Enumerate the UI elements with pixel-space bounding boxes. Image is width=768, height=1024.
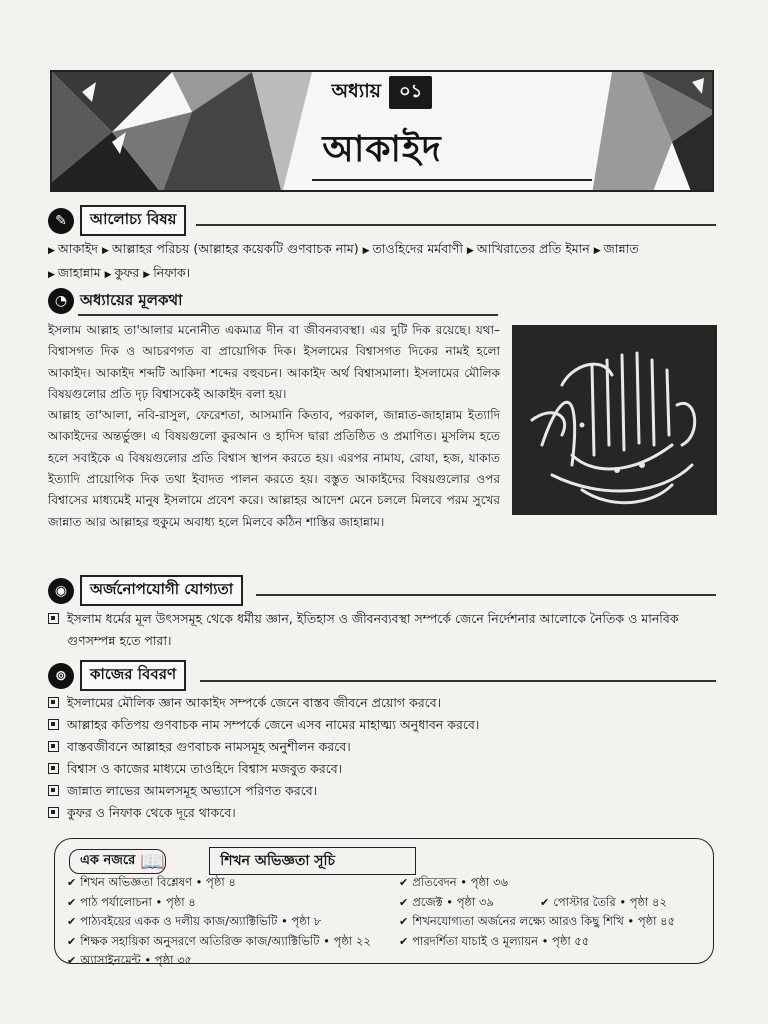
summary-paragraph: আল্লাহ তা'আলা, নবি-রাসুল, ফেরেশতা, আসমানি কিতাব, পরকাল, জান্নাত-জাহান্নাম ইত্যাদি আকাইদের অন্তর্ভুক্ত। এ বিষয়গুলো কুরআন ও হাদিস দ্বারা প্রতিষ্ঠিত ও প্রমাণিত। মুসলিম হতে হলে সবাইকে এ বিষয়গুলোর প্রতি বিশ্বাস স্থাপন করতে হয়। এরপর নামায, রোযা, হজ, যাকাত ইত্যাদি প্রায়োগিক দিক তথা ইবাদত পালন করতে হয়। বস্তুত আকাইদের বিষয়গুলোর ওপর বিশ্বাসের মাধ্যমেই মানুষ ইসলামে প্রবেশ করে। আল্লাহর আদেশ মেনে চললে মিলবে পরম সুখের জান্নাত আর আল্লাহর হুকুমে অবাধ্য হলে মিলবে কঠিন শাস্তির জাহান্নাম। [48,408,500,529]
index-entry: ✔ অ্যাসাইনমেন্ট • পৃষ্ঠা ৩৫ [67,951,371,971]
triangle-bullet-icon: ▶ [143,270,151,280]
square-bullet-icon [48,613,59,624]
check-icon: ✔ [539,895,550,909]
square-bullet-icon [48,785,59,796]
square-bullet-icon [48,807,59,818]
at-a-glance-tag: এক নজরে [69,849,166,874]
check-icon: ✔ [67,934,77,948]
triangle-bullet-icon: ▶ [48,246,55,256]
square-bullet-icon [48,719,59,730]
competency-heading: অর্জনোপযোগী যোগ্যতা [80,575,243,606]
chapter-label-row [52,76,712,109]
triangle-bullet-icon: ▶ [362,246,370,256]
list-item: ইসলামের মৌলিক জ্ঞান আকাইদ সম্পর্কে জেনে বাস্তব জীবনে প্রয়োগ করবে। [48,692,724,714]
topic-item: ▶ আখিরাতের প্রতি ইমান [466,241,590,256]
check-icon: ✔ [67,895,77,909]
topic-item: ▶ নিফাক। [143,265,191,280]
chapter-label: অধ্যায় [331,79,381,102]
learning-index-title: শিখন অভিজ্ঞতা সূচি [209,847,416,875]
topics-header [48,205,186,236]
learning-index-box [54,838,714,967]
triangle-bullet-icon: ▶ [104,270,112,280]
summary-divider [78,314,498,316]
square-bullet-icon [48,763,59,774]
topic-item: ▶ জাহান্নাম [48,265,101,280]
check-icon: ✔ [67,915,77,928]
triangle-bullet-icon: ▶ [101,246,109,256]
topic-item: ▶ আল্লাহর পরিচয় (আল্লাহর কয়েকটি গুণবাচক নাম) [101,241,359,256]
list-item: ইসলাম ধর্মের মূল উৎসসমূহ থেকে ধর্মীয় জ্ঞান, ইতিহাস ও জীবনব্যবস্থা সম্পর্কে জেনে নির্দেশনার আলোকে নৈতিক ও মানবিক গুণসম্পন্ন হতে পারা। [48,608,724,652]
triangle-bullet-icon: ▶ [466,246,474,256]
tasks-list [48,692,724,824]
index-entry: ✔ পাঠ্যবইয়ের একক ও দলীয় কাজ/অ্যাক্টিভিটি • পৃষ্ঠা ৮ [67,912,371,932]
index-entry-poster: পোস্টার তৈরি • পৃষ্ঠা ৪২ [553,894,667,909]
arabic-calligraphy-icon [512,325,717,515]
competency-header [48,575,243,606]
index-entry: ✔ শিখন অভিজ্ঞতা বিশ্লেষণ • পৃষ্ঠা ৪ [67,873,371,893]
summary-heading: অধ্যায়ের মূলকথা [80,290,183,309]
chapter-number: ০১ [389,76,432,109]
topic-item: ▶ জান্নাত [593,241,639,256]
index-entry: ✔ শিখনযোগ্যতা অর্জনের লক্ষ্যে আরও কিছু শিখি • পৃষ্ঠা ৪৫ [399,912,675,932]
square-bullet-icon [48,697,59,708]
tasks-header [48,660,186,691]
summary-text [48,320,500,533]
list-item: বিশ্বাস ও কাজের মাধ্যমে তাওহিদে বিশ্বাস মজবুত করবে। [48,758,724,780]
chapter-banner [50,70,714,192]
index-entry: ✔ পাঠ পর্যালোচনা • পৃষ্ঠা ৪ [67,893,371,913]
topics-divider [196,224,716,226]
target-icon: ◉ [48,578,74,604]
triangle-bullet-icon: ▶ [593,246,601,256]
square-bullet-icon [48,741,59,752]
list-item: কুফর ও নিফাক থেকে দূরে থাকবে। [48,802,724,824]
book-icon: 📖 [140,849,166,873]
pen-icon: ✎ [48,208,74,234]
index-entry: ✔ পারদর্শিতা যাচাই ও মূল্যায়ন • পৃষ্ঠা ৫৫ [399,932,675,952]
calligraphy-image [512,325,717,515]
competency-list [48,608,724,652]
spiral-icon: ◔ [48,288,74,314]
topic-item: ▶ তাওহিদের মর্মবাণী [362,241,463,256]
check-icon: ✔ [399,876,409,889]
competency-divider [256,594,716,596]
tasks-divider [200,680,716,682]
topics-heading: আলোচ্য বিষয় [80,205,186,236]
list-item: বাস্তবজীবনে আল্লাহর গুণবাচক নামসমূহ অনুশীলন করবে। [48,736,724,758]
topic-item: ▶ কুফর [104,265,140,280]
check-icon: ✔ [399,915,409,928]
check-icon: ✔ [67,876,77,889]
index-entry: ✔ শিক্ষক সহায়িকা অনুসরণে অতিরিক্ত কাজ/অ্যাক্টিভিটি • পৃষ্ঠা ২২ [67,932,371,952]
list-item: আল্লাহর কতিপয় গুণবাচক নাম সম্পর্কে জেনে এসব নামের মাহাত্ম্য অনুধাবন করবে। [48,714,724,736]
check-icon: ✔ [399,934,409,948]
learning-index-header [69,847,416,875]
summary-paragraph: ইসলাম আল্লাহ তা'আলার মনোনীত একমাত্র দীন বা জীবনব্যবস্থা। এর দুটি দিক রয়েছে। যথা– বিশ্বাসগত দিক ও আচরণগত বা প্রায়োগিক দিক। ইসলামের বিশ্বাসগত দিকের নামই হলো আকাইদ। আকাইদ শব্দটি আকিদা শব্দের বহুবচন। আকাইদ অর্থ বিশ্বাসমালা। ইসলামের মৌলিক বিষয়গুলোর প্রতি দৃঢ় বিশ্বাসকেই আকাইদ বলা হয়। [48,323,500,401]
chapter-title: আকাইদ [322,129,442,170]
index-right-column [399,873,675,951]
check-icon: ✔ [67,954,77,967]
tasks-heading: কাজের বিবরণ [80,660,186,691]
summary-header [48,288,183,314]
triangle-bullet-icon: ▶ [48,270,55,280]
index-entry: ✔ প্রজেক্ট • পৃষ্ঠা ৩৯ ✔ পোস্টার তৈরি • পৃষ্ঠা ৪২ [399,893,675,913]
index-entry: ✔ প্রতিবেদন • পৃষ্ঠা ৩৬ [399,873,675,893]
check-icon: ✔ [399,895,409,909]
list-item: জান্নাত লাভের আমলসমূহ অভ্যাসে পরিণত করবে। [48,780,724,802]
index-left-column [67,873,371,971]
topic-item: ▶ আকাইদ [48,241,98,256]
gear-target-icon: ⊚ [48,663,74,689]
topics-list [48,238,718,286]
